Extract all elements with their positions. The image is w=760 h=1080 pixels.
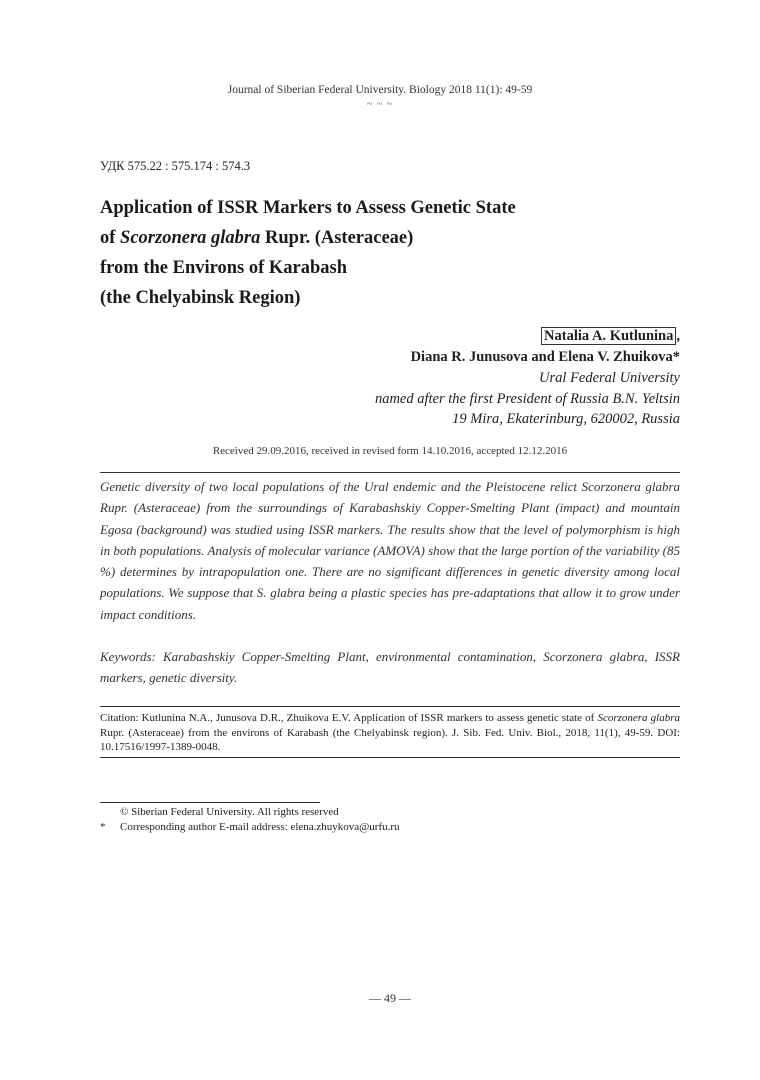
citation-bottom-rule [100, 757, 680, 758]
authors-line-2: Diana R. Junusova and Elena V. Zhuikova* [410, 349, 680, 365]
title-line-3: from the Environs of Karabash [100, 258, 348, 278]
header-ornament: ~ ~ ~ [366, 99, 394, 110]
footnote-rule [100, 802, 320, 803]
title-species-name: Scorzonera glabra [120, 228, 261, 248]
first-author[interactable]: Natalia A. Kutlunina [541, 327, 676, 345]
abstract: Genetic diversity of two local populations of the Ural endemic and the Pleistocene relict Scorzonera glabra Rupr. (Asteraceae) from the surroundings of Karabashskiy Copper-Smelting Plant (impact) and mountain Egosa (background) was studied using ISSR markers. The results show that the level of polymorphism is high in both populations. Analysis of molecular variance (AMOVA) show that the large portion of the variability (85 %) determines by intrapopulation one. There are no significant differences in genetic diversity among local populations. We suppose that S. glabra being a plastic species has pre-adaptations that allow it to grow under impact conditions. [100, 479, 680, 622]
authors-block [411, 326, 680, 368]
affiliation-line-3: 19 Mira, Ekaterinburg, 620002, Russia [452, 411, 680, 427]
title-line-4: (the Chelyabinsk Region) [100, 288, 301, 308]
citation-part-1: Citation: Kutlunina N.A., Junusova D.R., Zhuikova E.V. Application of ISSR markers to assess genetic state of [100, 712, 598, 724]
title-line-1: Application of ISSR Markers to Assess Genetic State [100, 198, 516, 218]
footnote-star-marker: * [100, 821, 106, 833]
author-separator: , [676, 328, 680, 344]
received-dates: Received 29.09.2016, received in revised form 14.10.2016, accepted 12.12.2016 [212, 445, 568, 457]
affiliation-line-2: named after the first President of Russia B.N. Yeltsin [374, 390, 680, 407]
title-line-2-suffix: Rupr. (Asteraceae) [260, 228, 414, 248]
citation-part-2: Rupr. (Asteraceae) from the environs of Karabash (the Chelyabinsk region). J. Sib. Fed. Univ. Biol., 2018, 11(1), 49-59. DOI: 10.17516/1997-1389-0048. [100, 726, 680, 753]
journal-header: Journal of Siberian Federal University. Biology 2018 11(1): 49-59 [227, 84, 533, 96]
title-line-2 [100, 223, 660, 253]
keywords: Keywords: Karabashskiy Copper-Smelting Plant, environmental contamination, Scorzonera glabra, ISSR markers, genetic diversity. [100, 649, 680, 686]
title-line-2-prefix: of [100, 228, 121, 248]
udc-code: УДК 575.22 : 575.174 : 574.3 [100, 159, 251, 173]
copyright-footnote: © Siberian Federal University. All rights reserved [120, 806, 339, 818]
affiliation-block [375, 368, 680, 430]
authors-line-1 [411, 326, 680, 347]
corresponding-author-footnote: Corresponding author E-mail address: elena.zhuykova@urfu.ru [120, 821, 400, 833]
affiliation-line-1: Ural Federal University [539, 370, 680, 386]
citation-species-name: Scorzonera glabra [597, 712, 680, 724]
citation-top-rule [100, 706, 680, 707]
paper-title [100, 193, 660, 313]
citation [100, 711, 680, 755]
page-number: — 49 — [369, 991, 411, 1005]
abstract-top-rule [100, 472, 680, 473]
